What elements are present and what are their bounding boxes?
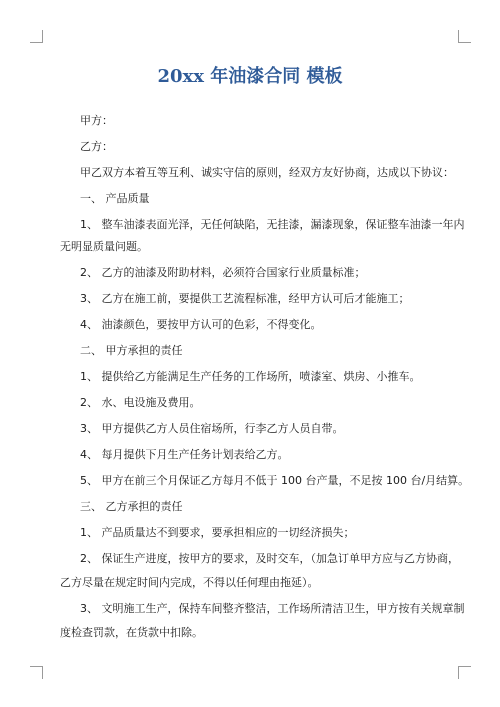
section-heading-party-a: 二、 甲方承担的责任 — [80, 344, 183, 357]
crop-mark-bottom-left — [30, 666, 43, 679]
clause-1-2: 2、 乙方的油漆及附助材料，必须符合国家行业质量标准； — [80, 266, 366, 279]
clause-3-3-cont: 度检查罚款，在货款中扣除。 — [60, 626, 203, 639]
clause-2-3: 3、 甲方提供乙方人员住宿场所，行李乙方人员自带。 — [80, 422, 344, 435]
clause-1-1: 1、 整车油漆表面光泽，无任何缺陷，无挂漆，漏漆现象，保证整车油漆一年内 — [80, 218, 465, 231]
section-heading-quality: 一、 产品质量 — [80, 192, 150, 205]
document-title: 20xx 年油漆合同 模板 — [157, 66, 343, 87]
clause-2-5: 5、 甲方在前三个月保证乙方每月不低于 100 台产量，不足按 100 台/月结算。 — [80, 474, 470, 487]
intro-line: 甲乙双方本着互等互利、诚实守信的原则，经双方友好协商，达成以下协议： — [80, 166, 454, 179]
clause-1-1-cont: 无明显质量问题。 — [60, 240, 148, 253]
clause-3-2-cont: 乙方尽量在规定时间内完成，不得以任何理由拖延）。 — [60, 576, 319, 589]
clause-2-4: 4、 每月提供下月生产任务计划表给乙方。 — [80, 448, 289, 461]
crop-mark-bottom-right — [458, 666, 471, 679]
clause-1-3: 3、 乙方在施工前，要提供工艺流程标准，经甲方认可后才能施工； — [80, 292, 410, 305]
section-heading-party-b: 三、 乙方承担的责任 — [80, 500, 183, 513]
party-a-line: 甲方： — [80, 114, 113, 127]
clause-2-2: 2、 水、电设施及费用。 — [80, 396, 201, 409]
clause-2-1: 1、 提供给乙方能满足生产任务的工作场所，喷漆室、烘房、小推车。 — [80, 370, 421, 383]
clause-3-1: 1、 产品质量达不到要求，要承担相应的一切经济损失； — [80, 526, 355, 539]
clause-3-3: 3、 文明施工生产，保持车间整齐整洁，工作场所清洁卫生，甲方按有关规章制 — [80, 602, 465, 615]
clause-1-4: 4、 油漆颜色，要按甲方认可的色彩，不得变化。 — [80, 318, 322, 331]
clause-3-2: 2、 保证生产进度，按甲方的要求，及时交车，（加急订单甲方应与乙方协商， — [80, 552, 459, 565]
crop-mark-top-left — [30, 30, 43, 43]
party-b-line: 乙方： — [80, 140, 113, 153]
crop-mark-top-right — [458, 30, 471, 43]
